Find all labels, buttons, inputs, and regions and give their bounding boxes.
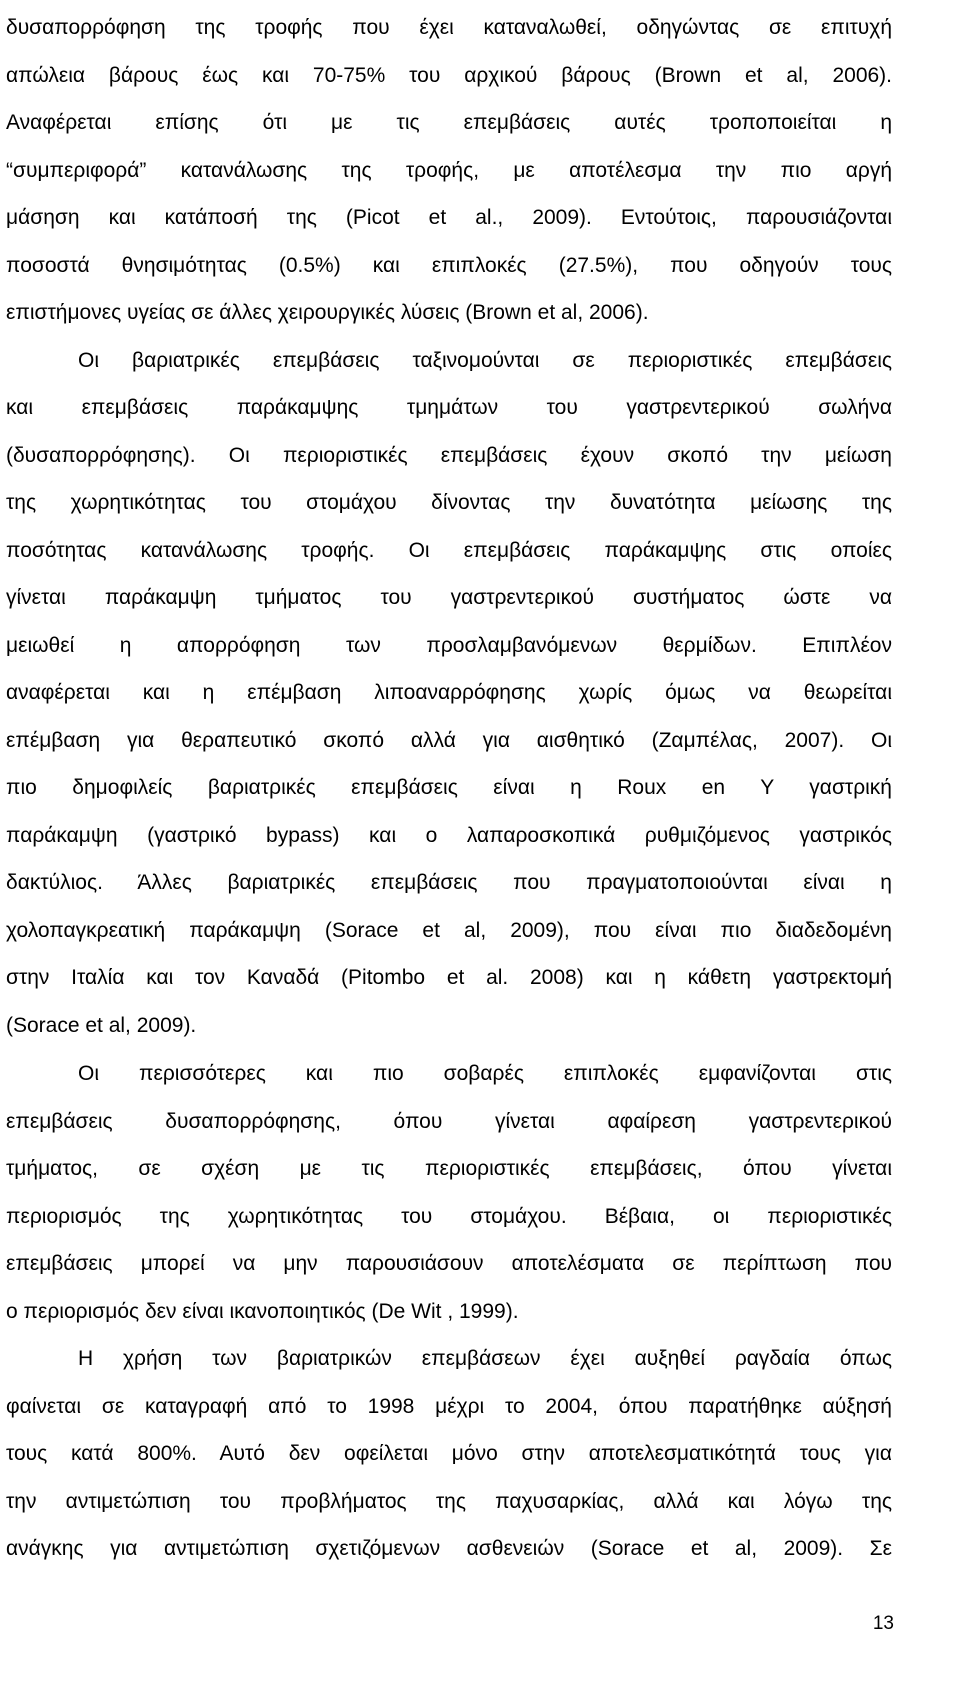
text-line: παράκαμψη (γαστρικό bypass) και ο λαπαροσκοπικά ρυθμιζόμενος γαστρικός <box>6 823 892 847</box>
paragraph-1 <box>6 4 892 337</box>
text-line: τμήματος, σε σχέση με τις περιοριστικές επεμβάσεις, όπου γίνεται <box>6 1157 892 1180</box>
text-line: ποσοστά θνησιμότητας (0.5%) και επιπλοκές (27.5%), που οδηγούν τους <box>6 253 892 277</box>
text-line: και επεμβάσεις παράκαμψης τμημάτων του γαστρεντερικού σωλήνα <box>6 396 892 419</box>
text-line: στην Ιταλία και τον Καναδά (Pitombo et al. 2008) και η κάθετη γαστρεκτομή <box>6 966 892 989</box>
text-line: (Sorace et al, 2009). <box>6 1013 197 1037</box>
text-line: μειωθεί η απορρόφηση των προσλαμβανόμενων θερμίδων. Επιπλέον <box>6 633 892 657</box>
text-line: ποσότητας κατανάλωσης τροφής. Οι επεμβάσεις παράκαμψης στις οποίες <box>6 538 892 562</box>
text-line: δακτύλιος. Άλλες βαριατρικές επεμβάσεις που πραγματοποιούνται είναι η <box>6 871 892 894</box>
text-line: επιστήμονες υγείας σε άλλες χειρουργικές λύσεις (Brown et al, 2006). <box>6 301 649 324</box>
text-line: Οι βαριατρικές επεμβάσεις ταξινομούνται σε περιοριστικές επεμβάσεις <box>78 348 892 372</box>
text-line: της χωρητικότητας του στομάχου δίνοντας την δυνατότητα μείωσης της <box>6 491 892 514</box>
text-line: (δυσαπορρόφησης). Οι περιοριστικές επεμβάσεις έχουν σκοπό την μείωση <box>6 443 892 467</box>
text-line: απώλεια βάρους έως και 70-75% του αρχικού βάρους (Brown et al, 2006). <box>6 63 892 87</box>
text-line: χολοπαγκρεατική παράκαμψη (Sorace et al, 2009), που είναι πιο διαδεδομένη <box>6 918 892 942</box>
page-number: 13 <box>872 1613 894 1634</box>
text-line: μάσηση και κατάποσή της (Picot et al., 2009). Εντούτοις, παρουσιάζονται <box>6 206 892 229</box>
text-line: Αναφέρεται επίσης ότι με τις επεμβάσεις αυτές τροποποιείται η <box>6 111 892 134</box>
text-line: γίνεται παράκαμψη τμήματος του γαστρεντερικού συστήματος ώστε να <box>6 586 892 609</box>
text-line: ο περιορισμός δεν είναι ικανοποιητικός (De Wit , 1999). <box>6 1299 519 1323</box>
text-line: ανάγκης για αντιμετώπιση σχετιζόμενων ασθενειών (Sorace et al, 2009). Σε <box>6 1537 892 1560</box>
text-line: επεμβάσεις δυσαπορρόφησης, όπου γίνεται αφαίρεση γαστρεντερικού <box>6 1109 892 1133</box>
text-line: Οι περισσότερες και πιο σοβαρές επιπλοκές εμφανίζονται στις <box>78 1062 892 1085</box>
text-line: αναφέρεται και η επέμβαση λιποαναρρόφησης χωρίς όμως να θεωρείται <box>6 681 892 704</box>
text-line: τους κατά 800%. Αυτό δεν οφείλεται μόνο στην αποτελεσματικότητά τους για <box>6 1442 892 1465</box>
text-line: Η χρήση των βαριατρικών επεμβάσεων έχει αυξηθεί ραγδαία όπως <box>78 1347 892 1370</box>
text-line: επέμβαση για θεραπευτικό σκοπό αλλά για αισθητικό (Ζαμπέλας, 2007). Οι <box>6 728 892 752</box>
paragraph-4 <box>6 1335 892 1573</box>
text-line: επεμβάσεις μπορεί να μην παρουσιάσουν αποτελέσματα σε περίπτωση που <box>6 1252 892 1275</box>
text-line: περιορισμός της χωρητικότητας του στομάχου. Βέβαια, οι περιοριστικές <box>6 1204 892 1228</box>
text-line: πιο δημοφιλείς βαριατρικές επεμβάσεις είναι η Roux en Y γαστρική <box>6 776 892 799</box>
paragraph-2 <box>6 337 892 1050</box>
text-line: δυσαπορρόφηση της τροφής που έχει καταναλωθεί, οδηγώντας σε επιτυχή <box>6 16 892 39</box>
text-line: “συμπεριφορά” κατανάλωσης της τροφής, με αποτέλεσμα την πιο αργή <box>6 158 892 182</box>
paragraph-3 <box>6 1050 892 1335</box>
text-line: φαίνεται σε καταγραφή από το 1998 μέχρι το 2004, όπου παρατήθηκε αύξησή <box>6 1394 892 1418</box>
text-line: την αντιμετώπιση του προβλήματος της παχυσαρκίας, αλλά και λόγω της <box>6 1489 892 1513</box>
